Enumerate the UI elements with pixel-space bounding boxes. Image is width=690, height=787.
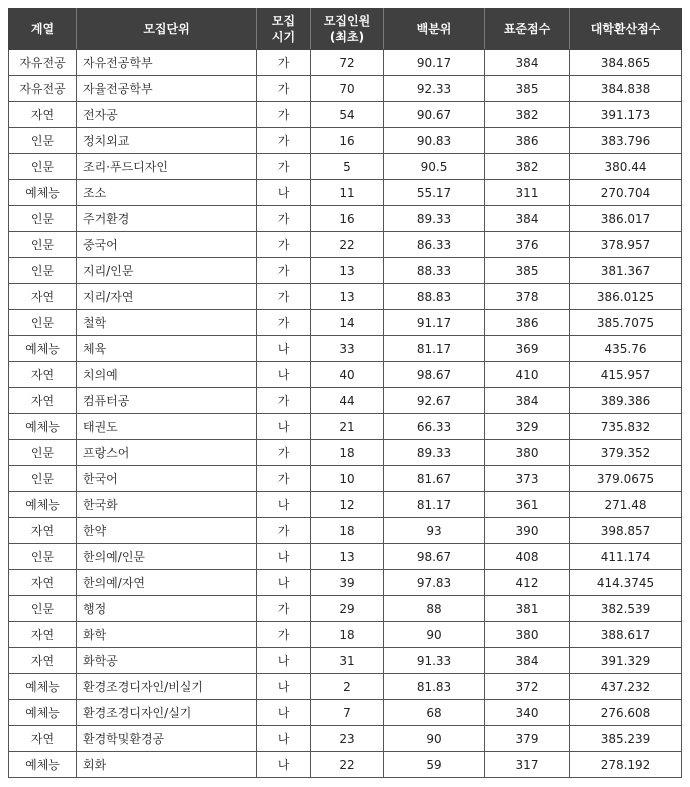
cell-quota: 44 <box>311 388 384 414</box>
cell-percentile: 81.83 <box>384 674 485 700</box>
table-row <box>9 492 682 518</box>
table-row <box>9 258 682 284</box>
cell-percentile: 91.33 <box>384 648 485 674</box>
cell-quota: 2 <box>311 674 384 700</box>
cell-quota: 22 <box>311 752 384 778</box>
table-row <box>9 102 682 128</box>
cell-field: 자연 <box>9 518 77 544</box>
cell-period: 나 <box>257 492 311 518</box>
cell-unit: 프랑스어 <box>77 440 257 466</box>
cell-quota: 12 <box>311 492 384 518</box>
cell-period: 가 <box>257 154 311 180</box>
cell-standard-score: 361 <box>485 492 570 518</box>
cell-standard-score: 384 <box>485 648 570 674</box>
cell-quota: 16 <box>311 206 384 232</box>
cell-unit: 태권도 <box>77 414 257 440</box>
cell-period: 나 <box>257 362 311 388</box>
cell-unit: 화학공 <box>77 648 257 674</box>
cell-percentile: 89.33 <box>384 206 485 232</box>
header-quota <box>311 9 384 50</box>
cell-converted-score: 385.239 <box>570 726 682 752</box>
cell-quota: 18 <box>311 440 384 466</box>
cell-quota: 31 <box>311 648 384 674</box>
cell-field: 인문 <box>9 596 77 622</box>
cell-standard-score: 340 <box>485 700 570 726</box>
cell-converted-score: 384.838 <box>570 76 682 102</box>
cell-quota: 16 <box>311 128 384 154</box>
cell-converted-score: 379.352 <box>570 440 682 466</box>
header-field: 계열 <box>9 9 77 50</box>
table-row <box>9 648 682 674</box>
cell-standard-score: 373 <box>485 466 570 492</box>
cell-converted-score: 380.44 <box>570 154 682 180</box>
cell-percentile: 97.83 <box>384 570 485 596</box>
cell-standard-score: 380 <box>485 440 570 466</box>
cell-standard-score: 372 <box>485 674 570 700</box>
cell-converted-score: 383.796 <box>570 128 682 154</box>
cell-quota: 11 <box>311 180 384 206</box>
cell-quota: 21 <box>311 414 384 440</box>
cell-unit: 한국화 <box>77 492 257 518</box>
cell-quota: 10 <box>311 466 384 492</box>
cell-converted-score: 379.0675 <box>570 466 682 492</box>
table-row <box>9 544 682 570</box>
cell-unit: 지리/인문 <box>77 258 257 284</box>
cell-period: 가 <box>257 102 311 128</box>
cell-standard-score: 369 <box>485 336 570 362</box>
cell-converted-score: 278.192 <box>570 752 682 778</box>
cell-field: 자연 <box>9 102 77 128</box>
header-unit: 모집단위 <box>77 9 257 50</box>
cell-field: 인문 <box>9 206 77 232</box>
cell-percentile: 93 <box>384 518 485 544</box>
cell-quota: 22 <box>311 232 384 258</box>
cell-period: 나 <box>257 752 311 778</box>
cell-percentile: 86.33 <box>384 232 485 258</box>
cell-percentile: 90 <box>384 726 485 752</box>
cell-period: 가 <box>257 232 311 258</box>
cell-percentile: 68 <box>384 700 485 726</box>
cell-unit: 자율전공학부 <box>77 76 257 102</box>
cell-percentile: 92.67 <box>384 388 485 414</box>
cell-converted-score: 382.539 <box>570 596 682 622</box>
admission-score-table <box>8 8 682 778</box>
cell-unit: 지리/자연 <box>77 284 257 310</box>
cell-unit: 중국어 <box>77 232 257 258</box>
header-standard-score: 표준점수 <box>485 9 570 50</box>
table-row <box>9 76 682 102</box>
cell-field: 인문 <box>9 258 77 284</box>
cell-percentile: 88.33 <box>384 258 485 284</box>
cell-percentile: 90.5 <box>384 154 485 180</box>
cell-period: 나 <box>257 544 311 570</box>
cell-standard-score: 384 <box>485 388 570 414</box>
cell-converted-score: 270.704 <box>570 180 682 206</box>
cell-field: 예체능 <box>9 414 77 440</box>
cell-period: 가 <box>257 622 311 648</box>
cell-period: 가 <box>257 466 311 492</box>
header-period-line1: 모집 <box>271 14 296 28</box>
cell-percentile: 81.67 <box>384 466 485 492</box>
table-row <box>9 206 682 232</box>
cell-unit: 조소 <box>77 180 257 206</box>
table-row <box>9 336 682 362</box>
cell-unit: 한의예/자연 <box>77 570 257 596</box>
table-row <box>9 752 682 778</box>
cell-field: 예체능 <box>9 752 77 778</box>
cell-quota: 72 <box>311 50 384 76</box>
cell-field: 자연 <box>9 726 77 752</box>
cell-field: 자연 <box>9 388 77 414</box>
cell-field: 인문 <box>9 232 77 258</box>
cell-percentile: 88.83 <box>384 284 485 310</box>
cell-quota: 40 <box>311 362 384 388</box>
cell-converted-score: 391.173 <box>570 102 682 128</box>
cell-unit: 한약 <box>77 518 257 544</box>
cell-standard-score: 317 <box>485 752 570 778</box>
cell-period: 가 <box>257 310 311 336</box>
cell-quota: 29 <box>311 596 384 622</box>
cell-period: 나 <box>257 648 311 674</box>
table-row <box>9 414 682 440</box>
cell-quota: 54 <box>311 102 384 128</box>
cell-percentile: 55.17 <box>384 180 485 206</box>
cell-field: 인문 <box>9 544 77 570</box>
cell-converted-score: 437.232 <box>570 674 682 700</box>
cell-converted-score: 415.957 <box>570 362 682 388</box>
cell-quota: 23 <box>311 726 384 752</box>
cell-converted-score: 386.0125 <box>570 284 682 310</box>
cell-percentile: 88 <box>384 596 485 622</box>
cell-field: 예체능 <box>9 492 77 518</box>
cell-quota: 39 <box>311 570 384 596</box>
cell-unit: 한국어 <box>77 466 257 492</box>
table-row <box>9 674 682 700</box>
cell-field: 인문 <box>9 154 77 180</box>
cell-converted-score: 276.608 <box>570 700 682 726</box>
cell-percentile: 92.33 <box>384 76 485 102</box>
cell-period: 가 <box>257 258 311 284</box>
cell-quota: 13 <box>311 258 384 284</box>
cell-converted-score: 381.367 <box>570 258 682 284</box>
cell-period: 가 <box>257 388 311 414</box>
cell-standard-score: 410 <box>485 362 570 388</box>
cell-unit: 정치외교 <box>77 128 257 154</box>
cell-standard-score: 382 <box>485 102 570 128</box>
header-row <box>9 9 682 50</box>
cell-standard-score: 376 <box>485 232 570 258</box>
cell-percentile: 90 <box>384 622 485 648</box>
cell-converted-score: 391.329 <box>570 648 682 674</box>
cell-field: 자연 <box>9 362 77 388</box>
cell-percentile: 98.67 <box>384 362 485 388</box>
cell-unit: 철학 <box>77 310 257 336</box>
cell-unit: 치의예 <box>77 362 257 388</box>
table-row <box>9 180 682 206</box>
table-row <box>9 440 682 466</box>
table-row <box>9 128 682 154</box>
cell-period: 나 <box>257 726 311 752</box>
cell-field: 인문 <box>9 128 77 154</box>
table-row <box>9 622 682 648</box>
cell-converted-score: 398.857 <box>570 518 682 544</box>
cell-percentile: 66.33 <box>384 414 485 440</box>
cell-converted-score: 411.174 <box>570 544 682 570</box>
cell-unit: 컴퓨터공 <box>77 388 257 414</box>
cell-period: 가 <box>257 518 311 544</box>
header-period-line2: 시기 <box>271 30 296 44</box>
cell-percentile: 59 <box>384 752 485 778</box>
cell-field: 예체능 <box>9 336 77 362</box>
table-row <box>9 362 682 388</box>
header-converted-score: 대학환산점수 <box>570 9 682 50</box>
cell-standard-score: 378 <box>485 284 570 310</box>
table-row <box>9 154 682 180</box>
table-row <box>9 570 682 596</box>
cell-converted-score: 386.017 <box>570 206 682 232</box>
cell-converted-score: 271.48 <box>570 492 682 518</box>
header-period <box>257 9 311 50</box>
cell-converted-score: 378.957 <box>570 232 682 258</box>
cell-period: 나 <box>257 700 311 726</box>
cell-period: 가 <box>257 76 311 102</box>
table-row <box>9 700 682 726</box>
cell-unit: 자유전공학부 <box>77 50 257 76</box>
cell-period: 가 <box>257 284 311 310</box>
cell-quota: 5 <box>311 154 384 180</box>
cell-unit: 화학 <box>77 622 257 648</box>
cell-unit: 환경조경디자인/실기 <box>77 700 257 726</box>
cell-standard-score: 385 <box>485 76 570 102</box>
table-row <box>9 466 682 492</box>
cell-field: 자연 <box>9 622 77 648</box>
cell-converted-score: 735.832 <box>570 414 682 440</box>
cell-standard-score: 408 <box>485 544 570 570</box>
table-row <box>9 518 682 544</box>
cell-field: 인문 <box>9 310 77 336</box>
cell-period: 가 <box>257 596 311 622</box>
cell-period: 가 <box>257 128 311 154</box>
cell-percentile: 90.17 <box>384 50 485 76</box>
cell-standard-score: 385 <box>485 258 570 284</box>
cell-unit: 환경학및환경공 <box>77 726 257 752</box>
cell-field: 자연 <box>9 570 77 596</box>
header-quota-line2: (최초) <box>329 30 365 44</box>
cell-field: 자유전공 <box>9 76 77 102</box>
cell-standard-score: 329 <box>485 414 570 440</box>
cell-period: 가 <box>257 50 311 76</box>
cell-field: 인문 <box>9 466 77 492</box>
cell-standard-score: 386 <box>485 310 570 336</box>
cell-standard-score: 379 <box>485 726 570 752</box>
table-row <box>9 232 682 258</box>
cell-standard-score: 382 <box>485 154 570 180</box>
cell-field: 자유전공 <box>9 50 77 76</box>
cell-unit: 주거환경 <box>77 206 257 232</box>
cell-unit: 조리·푸드디자인 <box>77 154 257 180</box>
cell-field: 예체능 <box>9 180 77 206</box>
cell-period: 나 <box>257 414 311 440</box>
cell-unit: 전자공 <box>77 102 257 128</box>
table-row <box>9 596 682 622</box>
cell-converted-score: 385.7075 <box>570 310 682 336</box>
cell-quota: 18 <box>311 518 384 544</box>
cell-converted-score: 389.386 <box>570 388 682 414</box>
cell-period: 가 <box>257 440 311 466</box>
table-row <box>9 284 682 310</box>
cell-quota: 13 <box>311 284 384 310</box>
cell-standard-score: 381 <box>485 596 570 622</box>
cell-quota: 70 <box>311 76 384 102</box>
cell-quota: 7 <box>311 700 384 726</box>
cell-standard-score: 386 <box>485 128 570 154</box>
table-row <box>9 726 682 752</box>
cell-unit: 환경조경디자인/비실기 <box>77 674 257 700</box>
cell-percentile: 81.17 <box>384 336 485 362</box>
cell-quota: 33 <box>311 336 384 362</box>
cell-unit: 한의예/인문 <box>77 544 257 570</box>
cell-percentile: 91.17 <box>384 310 485 336</box>
cell-standard-score: 412 <box>485 570 570 596</box>
cell-period: 나 <box>257 674 311 700</box>
cell-period: 나 <box>257 336 311 362</box>
cell-percentile: 81.17 <box>384 492 485 518</box>
cell-field: 예체능 <box>9 700 77 726</box>
cell-quota: 18 <box>311 622 384 648</box>
cell-unit: 회화 <box>77 752 257 778</box>
cell-period: 나 <box>257 180 311 206</box>
cell-percentile: 89.33 <box>384 440 485 466</box>
cell-standard-score: 384 <box>485 50 570 76</box>
cell-field: 인문 <box>9 440 77 466</box>
cell-percentile: 98.67 <box>384 544 485 570</box>
cell-field: 자연 <box>9 284 77 310</box>
header-quota-line1: 모집인원 <box>323 14 371 28</box>
cell-field: 예체능 <box>9 674 77 700</box>
table-row <box>9 388 682 414</box>
cell-converted-score: 388.617 <box>570 622 682 648</box>
table-body <box>9 50 682 778</box>
header-percentile: 백분위 <box>384 9 485 50</box>
cell-standard-score: 390 <box>485 518 570 544</box>
cell-quota: 14 <box>311 310 384 336</box>
cell-period: 가 <box>257 206 311 232</box>
table-row <box>9 50 682 76</box>
cell-period: 나 <box>257 570 311 596</box>
cell-converted-score: 435.76 <box>570 336 682 362</box>
cell-quota: 13 <box>311 544 384 570</box>
cell-standard-score: 380 <box>485 622 570 648</box>
cell-converted-score: 414.3745 <box>570 570 682 596</box>
cell-unit: 체육 <box>77 336 257 362</box>
cell-standard-score: 384 <box>485 206 570 232</box>
cell-field: 자연 <box>9 648 77 674</box>
table-row <box>9 310 682 336</box>
cell-converted-score: 384.865 <box>570 50 682 76</box>
cell-percentile: 90.67 <box>384 102 485 128</box>
cell-standard-score: 311 <box>485 180 570 206</box>
cell-unit: 행정 <box>77 596 257 622</box>
cell-percentile: 90.83 <box>384 128 485 154</box>
